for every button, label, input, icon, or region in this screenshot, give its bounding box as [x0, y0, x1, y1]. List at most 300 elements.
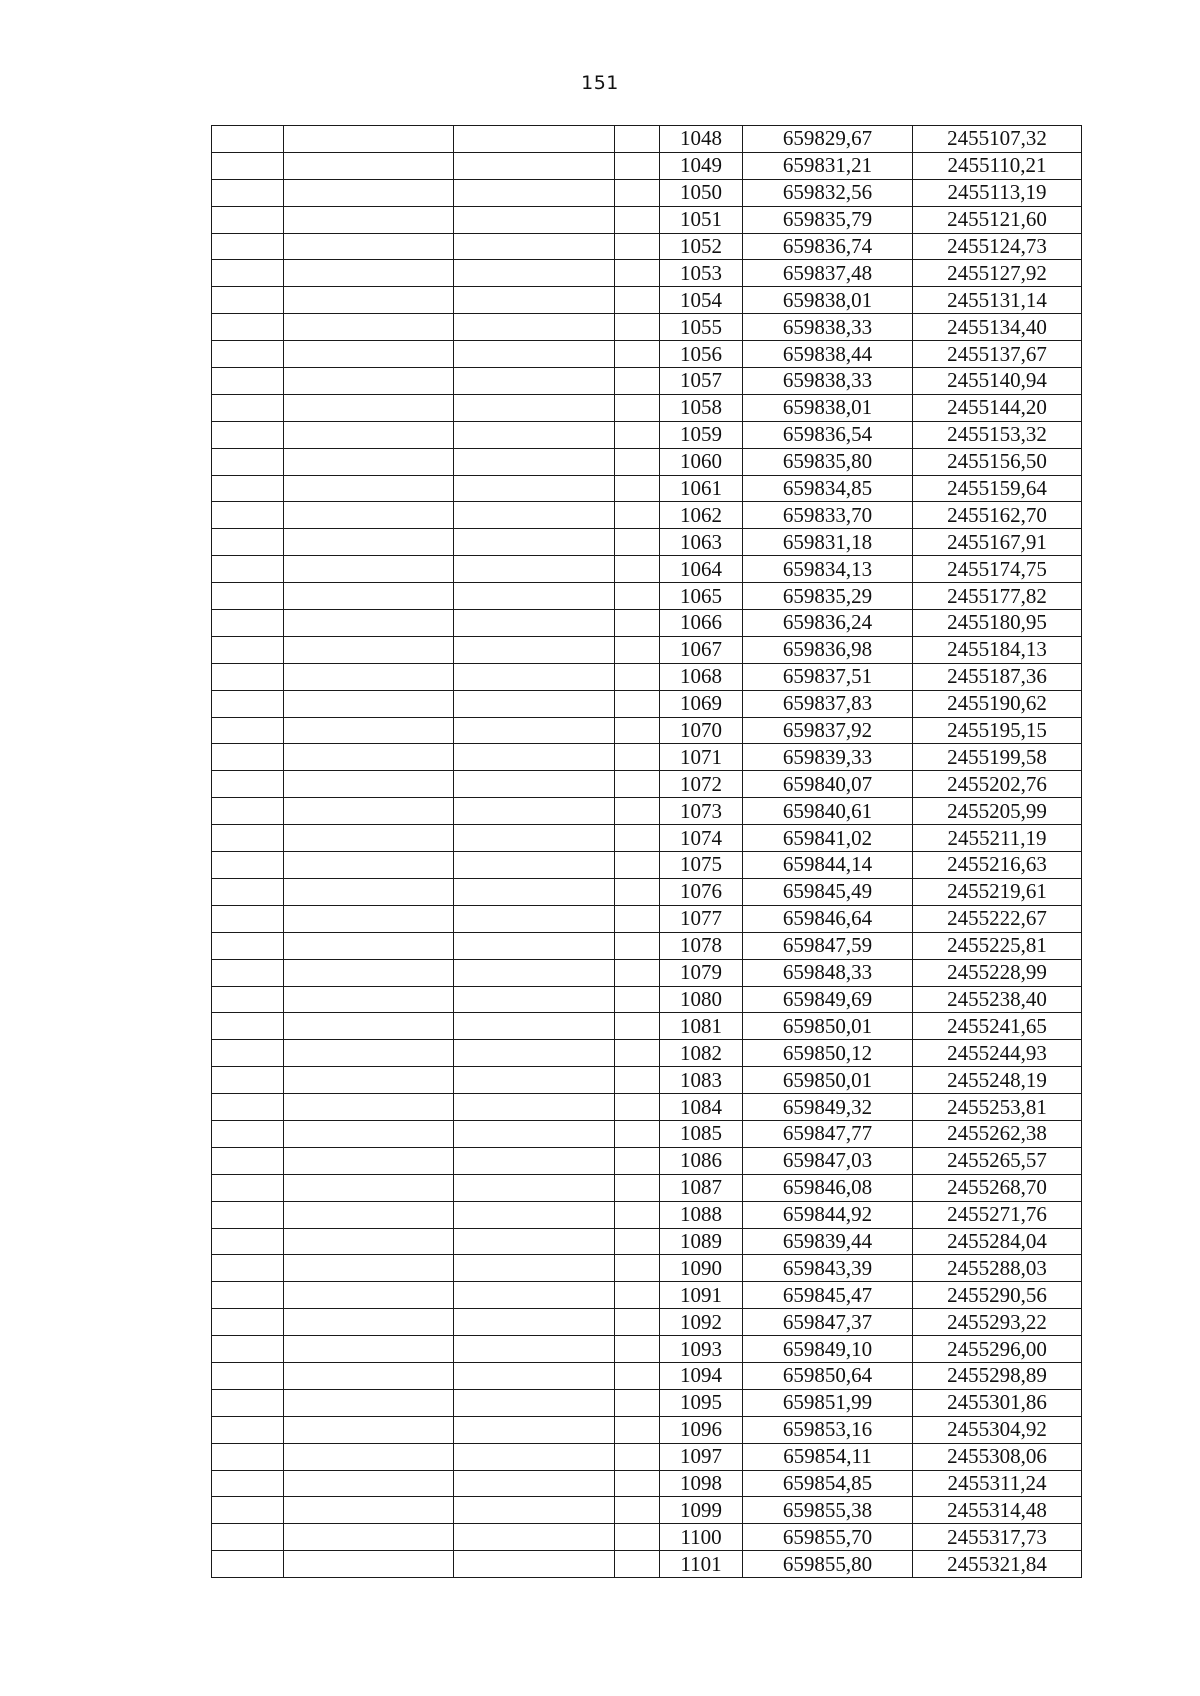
y-coordinate-cell: 2455195,15 [913, 717, 1082, 744]
empty-cell [284, 825, 454, 852]
y-coordinate-cell: 2455222,67 [913, 905, 1082, 932]
table-row [212, 1470, 1082, 1497]
table-row [212, 152, 1082, 179]
x-coordinate-cell: 659850,01 [743, 1067, 913, 1094]
empty-cell [212, 1013, 284, 1040]
table-row [212, 1336, 1082, 1363]
empty-cell [615, 1282, 660, 1309]
point-number-cell: 1090 [660, 1255, 743, 1282]
empty-cell [615, 1416, 660, 1443]
empty-cell [615, 502, 660, 529]
empty-cell [615, 556, 660, 583]
y-coordinate-cell: 2455190,62 [913, 690, 1082, 717]
empty-cell [212, 1309, 284, 1336]
empty-cell [615, 206, 660, 233]
empty-cell [454, 314, 615, 341]
point-number-cell: 1079 [660, 959, 743, 986]
empty-cell [284, 314, 454, 341]
point-number-cell: 1050 [660, 179, 743, 206]
empty-cell [454, 1309, 615, 1336]
empty-cell [454, 502, 615, 529]
empty-cell [615, 825, 660, 852]
empty-cell [615, 610, 660, 637]
x-coordinate-cell: 659835,29 [743, 583, 913, 610]
empty-cell [454, 1120, 615, 1147]
x-coordinate-cell: 659833,70 [743, 502, 913, 529]
empty-cell [284, 1067, 454, 1094]
point-number-cell: 1075 [660, 852, 743, 879]
page-number: 151 [581, 72, 619, 94]
x-coordinate-cell: 659843,39 [743, 1255, 913, 1282]
empty-cell [284, 529, 454, 556]
x-coordinate-cell: 659855,80 [743, 1551, 913, 1578]
table-row [212, 233, 1082, 260]
x-coordinate-cell: 659839,33 [743, 744, 913, 771]
coordinates-table [211, 125, 1082, 1578]
x-coordinate-cell: 659847,37 [743, 1309, 913, 1336]
empty-cell [454, 260, 615, 287]
empty-cell [284, 556, 454, 583]
table-row [212, 1524, 1082, 1551]
point-number-cell: 1086 [660, 1147, 743, 1174]
point-number-cell: 1089 [660, 1228, 743, 1255]
empty-cell [454, 1282, 615, 1309]
empty-cell [615, 448, 660, 475]
empty-cell [212, 1551, 284, 1578]
empty-cell [212, 1416, 284, 1443]
empty-cell [454, 1255, 615, 1282]
empty-cell [212, 1497, 284, 1524]
table-row [212, 1309, 1082, 1336]
empty-cell [284, 287, 454, 314]
empty-cell [284, 1013, 454, 1040]
empty-cell [284, 986, 454, 1013]
point-number-cell: 1054 [660, 287, 743, 314]
empty-cell [284, 1470, 454, 1497]
point-number-cell: 1062 [660, 502, 743, 529]
point-number-cell: 1072 [660, 771, 743, 798]
empty-cell [284, 1524, 454, 1551]
empty-cell [284, 206, 454, 233]
empty-cell [615, 1201, 660, 1228]
y-coordinate-cell: 2455202,76 [913, 771, 1082, 798]
empty-cell [615, 1040, 660, 1067]
point-number-cell: 1048 [660, 126, 743, 153]
empty-cell [284, 1228, 454, 1255]
empty-cell [284, 1120, 454, 1147]
table-row [212, 1389, 1082, 1416]
empty-cell [454, 717, 615, 744]
empty-cell [454, 1094, 615, 1121]
x-coordinate-cell: 659839,44 [743, 1228, 913, 1255]
y-coordinate-cell: 2455219,61 [913, 878, 1082, 905]
point-number-cell: 1069 [660, 690, 743, 717]
x-coordinate-cell: 659841,02 [743, 825, 913, 852]
point-number-cell: 1058 [660, 394, 743, 421]
empty-cell [212, 986, 284, 1013]
coordinates-table-body [212, 126, 1082, 1578]
empty-cell [284, 1336, 454, 1363]
empty-cell [212, 798, 284, 825]
empty-cell [212, 448, 284, 475]
x-coordinate-cell: 659837,51 [743, 663, 913, 690]
x-coordinate-cell: 659832,56 [743, 179, 913, 206]
empty-cell [615, 1013, 660, 1040]
point-number-cell: 1074 [660, 825, 743, 852]
y-coordinate-cell: 2455268,70 [913, 1174, 1082, 1201]
empty-cell [454, 233, 615, 260]
table-row [212, 771, 1082, 798]
empty-cell [454, 1067, 615, 1094]
empty-cell [284, 1362, 454, 1389]
empty-cell [615, 744, 660, 771]
point-number-cell: 1049 [660, 152, 743, 179]
x-coordinate-cell: 659829,67 [743, 126, 913, 153]
empty-cell [615, 179, 660, 206]
empty-cell [284, 368, 454, 395]
point-number-cell: 1095 [660, 1389, 743, 1416]
empty-cell [284, 798, 454, 825]
empty-cell [615, 1147, 660, 1174]
empty-cell [284, 421, 454, 448]
y-coordinate-cell: 2455244,93 [913, 1040, 1082, 1067]
y-coordinate-cell: 2455253,81 [913, 1094, 1082, 1121]
y-coordinate-cell: 2455225,81 [913, 932, 1082, 959]
empty-cell [284, 771, 454, 798]
point-number-cell: 1088 [660, 1201, 743, 1228]
point-number-cell: 1096 [660, 1416, 743, 1443]
point-number-cell: 1051 [660, 206, 743, 233]
table-row [212, 663, 1082, 690]
table-row [212, 744, 1082, 771]
empty-cell [212, 1067, 284, 1094]
empty-cell [454, 1201, 615, 1228]
x-coordinate-cell: 659847,59 [743, 932, 913, 959]
empty-cell [454, 529, 615, 556]
point-number-cell: 1067 [660, 636, 743, 663]
table-row [212, 126, 1082, 153]
table-row [212, 260, 1082, 287]
empty-cell [615, 421, 660, 448]
empty-cell [212, 260, 284, 287]
x-coordinate-cell: 659834,85 [743, 475, 913, 502]
x-coordinate-cell: 659849,69 [743, 986, 913, 1013]
table-row [212, 878, 1082, 905]
empty-cell [212, 179, 284, 206]
empty-cell [284, 1443, 454, 1470]
empty-cell [454, 1551, 615, 1578]
point-number-cell: 1094 [660, 1362, 743, 1389]
empty-cell [454, 610, 615, 637]
empty-cell [615, 475, 660, 502]
empty-cell [615, 878, 660, 905]
y-coordinate-cell: 2455180,95 [913, 610, 1082, 637]
empty-cell [454, 1416, 615, 1443]
empty-cell [284, 717, 454, 744]
empty-cell [454, 583, 615, 610]
y-coordinate-cell: 2455187,36 [913, 663, 1082, 690]
empty-cell [454, 1389, 615, 1416]
empty-cell [454, 1040, 615, 1067]
empty-cell [212, 825, 284, 852]
empty-cell [615, 152, 660, 179]
empty-cell [212, 314, 284, 341]
empty-cell [212, 475, 284, 502]
x-coordinate-cell: 659855,38 [743, 1497, 913, 1524]
empty-cell [454, 475, 615, 502]
empty-cell [454, 932, 615, 959]
empty-cell [212, 1201, 284, 1228]
point-number-cell: 1085 [660, 1120, 743, 1147]
x-coordinate-cell: 659846,08 [743, 1174, 913, 1201]
empty-cell [615, 690, 660, 717]
table-row [212, 421, 1082, 448]
table-row [212, 1013, 1082, 1040]
table-row [212, 529, 1082, 556]
point-number-cell: 1098 [660, 1470, 743, 1497]
x-coordinate-cell: 659837,48 [743, 260, 913, 287]
y-coordinate-cell: 2455211,19 [913, 825, 1082, 852]
empty-cell [454, 1228, 615, 1255]
empty-cell [615, 1389, 660, 1416]
table-row [212, 798, 1082, 825]
empty-cell [615, 1443, 660, 1470]
point-number-cell: 1099 [660, 1497, 743, 1524]
point-number-cell: 1053 [660, 260, 743, 287]
empty-cell [454, 636, 615, 663]
empty-cell [212, 744, 284, 771]
table-row [212, 636, 1082, 663]
table-row [212, 287, 1082, 314]
empty-cell [615, 1067, 660, 1094]
table-row [212, 690, 1082, 717]
empty-cell [212, 1120, 284, 1147]
empty-cell [454, 556, 615, 583]
empty-cell [615, 1497, 660, 1524]
empty-cell [212, 368, 284, 395]
y-coordinate-cell: 2455321,84 [913, 1551, 1082, 1578]
y-coordinate-cell: 2455290,56 [913, 1282, 1082, 1309]
y-coordinate-cell: 2455296,00 [913, 1336, 1082, 1363]
y-coordinate-cell: 2455167,91 [913, 529, 1082, 556]
empty-cell [615, 314, 660, 341]
empty-cell [615, 798, 660, 825]
empty-cell [212, 959, 284, 986]
empty-cell [454, 798, 615, 825]
empty-cell [212, 690, 284, 717]
empty-cell [212, 1389, 284, 1416]
empty-cell [615, 341, 660, 368]
y-coordinate-cell: 2455288,03 [913, 1255, 1082, 1282]
empty-cell [212, 1524, 284, 1551]
point-number-cell: 1064 [660, 556, 743, 583]
empty-cell [284, 394, 454, 421]
empty-cell [615, 1120, 660, 1147]
empty-cell [212, 394, 284, 421]
empty-cell [212, 771, 284, 798]
x-coordinate-cell: 659838,44 [743, 341, 913, 368]
table-row [212, 1362, 1082, 1389]
empty-cell [615, 233, 660, 260]
empty-cell [284, 878, 454, 905]
empty-cell [615, 1470, 660, 1497]
empty-cell [284, 448, 454, 475]
point-number-cell: 1057 [660, 368, 743, 395]
point-number-cell: 1076 [660, 878, 743, 905]
x-coordinate-cell: 659849,32 [743, 1094, 913, 1121]
empty-cell [615, 1094, 660, 1121]
empty-cell [212, 583, 284, 610]
empty-cell [284, 152, 454, 179]
x-coordinate-cell: 659848,33 [743, 959, 913, 986]
y-coordinate-cell: 2455284,04 [913, 1228, 1082, 1255]
empty-cell [615, 287, 660, 314]
empty-cell [212, 529, 284, 556]
empty-cell [212, 1282, 284, 1309]
empty-cell [284, 610, 454, 637]
empty-cell [284, 1040, 454, 1067]
empty-cell [212, 1094, 284, 1121]
table-row [212, 448, 1082, 475]
empty-cell [454, 771, 615, 798]
point-number-cell: 1065 [660, 583, 743, 610]
empty-cell [212, 1040, 284, 1067]
point-number-cell: 1052 [660, 233, 743, 260]
empty-cell [212, 1147, 284, 1174]
empty-cell [454, 825, 615, 852]
table-row [212, 610, 1082, 637]
empty-cell [212, 206, 284, 233]
y-coordinate-cell: 2455110,21 [913, 152, 1082, 179]
empty-cell [454, 179, 615, 206]
y-coordinate-cell: 2455298,89 [913, 1362, 1082, 1389]
x-coordinate-cell: 659851,99 [743, 1389, 913, 1416]
x-coordinate-cell: 659834,13 [743, 556, 913, 583]
x-coordinate-cell: 659837,92 [743, 717, 913, 744]
empty-cell [454, 1147, 615, 1174]
table-row [212, 1228, 1082, 1255]
empty-cell [212, 1470, 284, 1497]
empty-cell [284, 690, 454, 717]
y-coordinate-cell: 2455308,06 [913, 1443, 1082, 1470]
point-number-cell: 1092 [660, 1309, 743, 1336]
empty-cell [212, 932, 284, 959]
point-number-cell: 1073 [660, 798, 743, 825]
y-coordinate-cell: 2455177,82 [913, 583, 1082, 610]
empty-cell [615, 1336, 660, 1363]
table-row [212, 825, 1082, 852]
point-number-cell: 1055 [660, 314, 743, 341]
y-coordinate-cell: 2455107,32 [913, 126, 1082, 153]
y-coordinate-cell: 2455304,92 [913, 1416, 1082, 1443]
table-row [212, 1067, 1082, 1094]
empty-cell [212, 852, 284, 879]
y-coordinate-cell: 2455228,99 [913, 959, 1082, 986]
x-coordinate-cell: 659831,18 [743, 529, 913, 556]
empty-cell [212, 1443, 284, 1470]
empty-cell [284, 1551, 454, 1578]
point-number-cell: 1093 [660, 1336, 743, 1363]
empty-cell [454, 959, 615, 986]
empty-cell [454, 1470, 615, 1497]
x-coordinate-cell: 659836,24 [743, 610, 913, 637]
empty-cell [615, 260, 660, 287]
empty-cell [454, 1497, 615, 1524]
point-number-cell: 1083 [660, 1067, 743, 1094]
empty-cell [284, 1255, 454, 1282]
empty-cell [212, 502, 284, 529]
x-coordinate-cell: 659845,47 [743, 1282, 913, 1309]
table-row [212, 905, 1082, 932]
point-number-cell: 1060 [660, 448, 743, 475]
point-number-cell: 1101 [660, 1551, 743, 1578]
table-row [212, 341, 1082, 368]
empty-cell [454, 1336, 615, 1363]
x-coordinate-cell: 659835,80 [743, 448, 913, 475]
x-coordinate-cell: 659846,64 [743, 905, 913, 932]
empty-cell [212, 556, 284, 583]
empty-cell [615, 368, 660, 395]
point-number-cell: 1087 [660, 1174, 743, 1201]
table-row [212, 1040, 1082, 1067]
empty-cell [284, 744, 454, 771]
point-number-cell: 1084 [660, 1094, 743, 1121]
table-row [212, 475, 1082, 502]
empty-cell [284, 1094, 454, 1121]
empty-cell [284, 179, 454, 206]
empty-cell [284, 1282, 454, 1309]
empty-cell [212, 126, 284, 153]
x-coordinate-cell: 659849,10 [743, 1336, 913, 1363]
empty-cell [284, 663, 454, 690]
x-coordinate-cell: 659840,61 [743, 798, 913, 825]
x-coordinate-cell: 659835,79 [743, 206, 913, 233]
x-coordinate-cell: 659836,74 [743, 233, 913, 260]
y-coordinate-cell: 2455121,60 [913, 206, 1082, 233]
x-coordinate-cell: 659837,83 [743, 690, 913, 717]
empty-cell [284, 1147, 454, 1174]
table-row [212, 502, 1082, 529]
point-number-cell: 1100 [660, 1524, 743, 1551]
empty-cell [284, 959, 454, 986]
point-number-cell: 1078 [660, 932, 743, 959]
empty-cell [284, 1201, 454, 1228]
empty-cell [454, 206, 615, 233]
empty-cell [284, 1497, 454, 1524]
x-coordinate-cell: 659844,14 [743, 852, 913, 879]
table-row [212, 986, 1082, 1013]
empty-cell [284, 636, 454, 663]
empty-cell [615, 1309, 660, 1336]
empty-cell [615, 932, 660, 959]
y-coordinate-cell: 2455311,24 [913, 1470, 1082, 1497]
table-row [212, 206, 1082, 233]
y-coordinate-cell: 2455216,63 [913, 852, 1082, 879]
table-row [212, 1201, 1082, 1228]
table-row [212, 932, 1082, 959]
empty-cell [615, 529, 660, 556]
empty-cell [212, 717, 284, 744]
empty-cell [284, 905, 454, 932]
y-coordinate-cell: 2455140,94 [913, 368, 1082, 395]
empty-cell [284, 1309, 454, 1336]
y-coordinate-cell: 2455162,70 [913, 502, 1082, 529]
table-row [212, 959, 1082, 986]
empty-cell [212, 663, 284, 690]
table-row [212, 394, 1082, 421]
empty-cell [454, 986, 615, 1013]
table-row [212, 1497, 1082, 1524]
